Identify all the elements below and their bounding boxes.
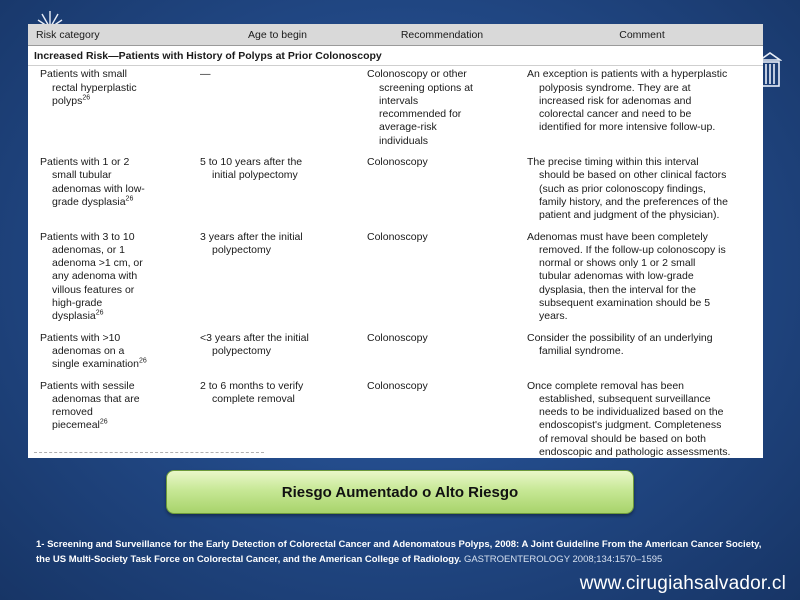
section-title-row	[28, 46, 763, 66]
reference-superscript: 26	[95, 309, 104, 317]
risk-category-cell	[28, 229, 192, 330]
recommendation-cell	[363, 154, 521, 228]
cell-line: 3 years after the initial	[200, 230, 303, 243]
cell-line: Consider the possibility of an underlying	[527, 331, 713, 344]
comment-cell	[521, 154, 763, 228]
citation-reference: 1- Screening and Surveillance for the Early Detection of Colorectal Cancer and Adenomatous Polyps, 2008: A Joint Guideline From the American Cancer Society, the US Multi-Society Task Force on Colorectal Cancer, and the American College of Radiology.	[36, 539, 762, 565]
cell-line: endoscopist's judgment. Completeness	[539, 419, 722, 432]
cell-line: 2 to 6 months to verify	[200, 379, 304, 392]
risk-category-cell	[28, 330, 192, 378]
cell-line: polypectomy	[212, 243, 271, 256]
slide-title-banner	[166, 470, 634, 514]
recommendation-cell	[363, 229, 521, 330]
reference-superscript: 26	[125, 195, 134, 203]
cell-line: piecemeal$^{26}$	[52, 418, 108, 432]
comment-cell	[521, 66, 763, 154]
recommendation-cell	[363, 66, 521, 154]
cell-line: single examination$^{26}$	[52, 357, 147, 371]
cell-line: adenomas that are	[52, 392, 140, 405]
cell-line: Colonoscopy	[367, 331, 428, 344]
cell-line: removed	[52, 406, 93, 419]
header-risk-category: Risk category	[28, 24, 192, 46]
banner-title: Riesgo Aumentado o Alto Riesgo	[281, 483, 519, 501]
citation-journal: GASTROENTEROLOGY 2008;134:1570–1595	[463, 554, 663, 565]
cell-line: should be based on other clinical factors	[539, 169, 727, 182]
cell-line: 5 to 10 years after the	[200, 156, 303, 169]
cell-line: familial syndrome.	[539, 344, 624, 357]
cell-line: individuals	[379, 134, 429, 147]
section-title: Increased Risk—Patients with History of Polyps at Prior Colonoscopy	[28, 46, 763, 66]
cell-line: polyps$^{26}$	[52, 94, 91, 107]
cell-line: initial polypectomy	[212, 169, 298, 182]
cell-line: family history, and the preferences of the	[539, 195, 728, 208]
website-url: www.cirugiahsalvador.cl	[579, 573, 786, 594]
cell-line: high-grade	[52, 297, 103, 310]
recommendation-cell	[363, 378, 521, 458]
cell-line: rectal hyperplastic	[52, 81, 137, 94]
reference-superscript: 26	[82, 94, 91, 102]
risk-category-cell	[28, 154, 192, 228]
cell-line: dysplasia, then the interval for the	[539, 283, 697, 296]
cell-line: adenoma >1 cm, or	[52, 257, 143, 270]
cell-line: normal or shows only 1 or 2 small	[539, 257, 696, 270]
age-to-begin-cell	[192, 66, 363, 154]
cell-line: tubular adenomas with low-grade	[539, 270, 694, 283]
cell-line: increased risk for adenomas and	[539, 94, 692, 107]
header-recommendation: Recommendation	[363, 24, 521, 46]
cell-line: identified for more intensive follow-up.	[539, 121, 716, 134]
cell-line: The precise timing within this interval	[527, 156, 699, 169]
cell-line: (such as prior colonoscopy findings,	[539, 182, 706, 195]
cell-line: recommended for	[379, 108, 462, 121]
comment-cell	[521, 229, 763, 330]
cell-line: adenomas, or 1	[52, 243, 125, 256]
comment-cell	[521, 378, 763, 458]
comment-cell	[521, 330, 763, 378]
cell-line: screening options at	[379, 81, 473, 94]
cell-line: polyposis syndrome. They are at	[539, 81, 691, 94]
cell-line: Patients with 3 to 10	[40, 230, 135, 243]
cell-line: Colonoscopy or other	[367, 68, 467, 81]
cell-line: <3 years after the initial	[200, 331, 309, 344]
cell-line: grade dysplasia$^{26}$	[52, 195, 134, 208]
cell-line: subsequent examination should be 5	[539, 297, 711, 310]
cell-line: polypectomy	[212, 344, 271, 357]
cell-line: established, subsequent surveillance	[539, 392, 711, 405]
cell-line: of removal should be based on both	[539, 432, 706, 445]
cell-line: Patients with small	[40, 68, 127, 81]
header-age-to-begin: Age to begin	[192, 24, 363, 46]
reference-superscript: 26	[99, 418, 108, 426]
cell-line: adenomas on a	[52, 344, 125, 357]
cell-line: Patients with 1 or 2	[40, 156, 130, 169]
cell-line: An exception is patients with a hyperplastic	[527, 68, 728, 81]
table-row	[28, 229, 763, 330]
cell-line: Once complete removal has been	[527, 379, 685, 392]
table-row	[28, 378, 763, 458]
citation	[36, 537, 776, 567]
age-to-begin-cell	[192, 330, 363, 378]
table-footnote-fragment	[34, 452, 264, 458]
cell-line: adenomas with low-	[52, 182, 145, 195]
recommendation-cell	[363, 330, 521, 378]
cell-line: endoscopic and pathologic assessments.	[539, 446, 731, 458]
cell-line: Colonoscopy	[367, 230, 428, 243]
cell-line: average-risk	[379, 121, 437, 134]
cell-line: Adenomas must have been completely	[527, 230, 708, 243]
header-comment: Comment	[521, 24, 763, 46]
cell-line: Patients with >10	[40, 331, 121, 344]
age-to-begin-cell	[192, 229, 363, 330]
cell-line: colorectal cancer and need to be	[539, 108, 692, 121]
age-to-begin-cell	[192, 378, 363, 458]
reference-superscript: 26	[138, 357, 147, 365]
cell-line: Colonoscopy	[367, 379, 428, 392]
cell-line: patient and judgment of the physician).	[539, 209, 720, 222]
cell-line: Patients with sessile	[40, 379, 135, 392]
cell-line: needs to be individualized based on the	[539, 406, 724, 419]
age-to-begin-cell	[192, 154, 363, 228]
cell-line: —	[200, 68, 211, 81]
cell-line: years.	[539, 310, 568, 323]
cell-line: Colonoscopy	[367, 156, 428, 169]
cell-line: any adenoma with	[52, 270, 138, 283]
cell-line: small tubular	[52, 169, 112, 182]
table-header-row	[28, 24, 763, 46]
cell-line: removed. If the follow-up colonoscopy is	[539, 243, 726, 256]
cell-line: dysplasia$^{26}$	[52, 309, 104, 323]
table-row	[28, 330, 763, 378]
table-row	[28, 66, 763, 154]
risk-category-cell	[28, 66, 192, 154]
cell-line: intervals	[379, 94, 419, 107]
risk-category-cell	[28, 378, 192, 458]
table-row	[28, 154, 763, 228]
cell-line: complete removal	[212, 392, 295, 405]
guideline-table	[28, 24, 763, 458]
cell-line: villous features or	[52, 283, 135, 296]
guideline-table-panel	[28, 24, 763, 458]
